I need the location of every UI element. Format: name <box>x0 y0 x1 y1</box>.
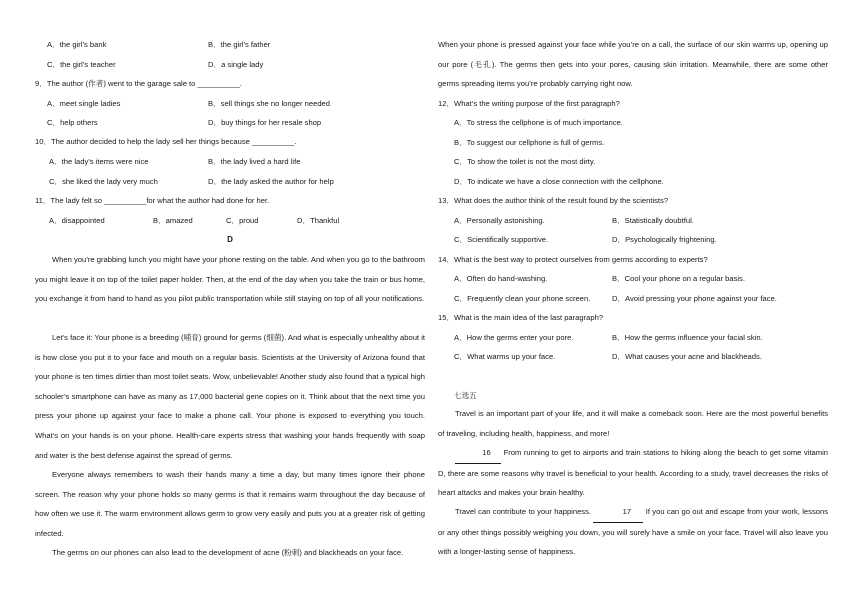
q13-option-b: B．Statistically doubtful. <box>612 216 694 225</box>
q8-option-a: A．the girl’s bank <box>47 40 107 49</box>
q14-option-d: D．Avoid pressing your phone against your face. <box>612 294 777 303</box>
q15-option-a: A．How the germs enter your pore. <box>454 333 574 342</box>
q12-stem: 12．What’s the writing purpose of the first paragraph? <box>438 99 620 108</box>
q11-stem: 11．The lady felt so __________for what the author had done for her. <box>35 196 270 205</box>
passage-d-paragraph-4: The germs on our phones can also lead to the development of acne (粉刺) and blackheads on your face. <box>52 548 404 557</box>
q9-option-a: A．meet single ladies <box>47 99 121 108</box>
q10-option-c: C．she liked the lady very much <box>49 177 158 186</box>
q10-option-d: D．the lady asked the author for help <box>208 177 334 186</box>
paragraph-3-start: Travel can contribute to your happiness. <box>455 507 594 516</box>
section-title-seven-choose-five: 七选五 <box>454 391 477 400</box>
q9-option-d: D．buy things for her resale shop <box>208 118 322 127</box>
paragraph-3-text: If you can go out and escape from your work, lessons or any other things possibly weighing you down, you will surely have a smile on your face. Travel will also leave you with a longer-lasting sense of happiness. <box>438 507 828 557</box>
q9-option-c: C．help others <box>47 118 98 127</box>
q11-option-c: C．proud <box>226 216 259 225</box>
q10-option-a: A．the lady’s items were nice <box>49 157 149 166</box>
q13-option-c: C．Scientifically supportive. <box>454 235 549 244</box>
seven-choose-five-paragraph-3 <box>438 502 828 562</box>
passage-d-paragraph-2: Let’s face it: Your phone is a breeding (哺育) ground for germs (细菌). And what is especially unhealthy about it is how close you put it to your face and mouth on a regular basis. Scientists at the University of Arizona found that your phone is ten times dirtier than most toilet seats. Wow, unbelievable! Another study also found that a typical high schooler’s smartphone can have as many as 17,000 bacterial gene copies on it. Think about that the next time you press your phone up against your face to make a phone call. Your phone is exposed to everything you touch. What’s on your hands is on your phone. Health-care experts stress that washing your hands frequently with soap and water is the best defense against the spread of germs. <box>35 333 425 460</box>
q11-option-b: B．amazed <box>153 216 193 225</box>
q8-option-d: D．a single lady <box>208 60 264 69</box>
q14-stem: 14．What is the best way to protect ourselves from germs according to experts? <box>438 255 708 264</box>
passage-d-paragraph-1: When you’re grabbing lunch you might have your phone resting on the table. And when you go to the bathroom you might leave it on top of the toilet paper holder. Then, at the end of the day when you take the train or bus home, you exchange it from hand to hand as you pilot public transportation while still staying on top of all your notifications. <box>35 255 425 304</box>
q12-option-c: C．To show the toilet is not the most dirty. <box>454 157 596 166</box>
q13-option-d: D．Psychologically frightening. <box>612 235 717 244</box>
q12-option-b: B．To suggest our cellphone is full of germs. <box>454 138 605 147</box>
q10-option-b: B．the lady lived a hard life <box>208 157 301 166</box>
q14-option-a: A．Often do hand-washing. <box>454 274 548 283</box>
q11-option-a: A．disappointed <box>49 216 105 225</box>
q15-stem: 15．What is the main idea of the last paragraph? <box>438 313 604 322</box>
q15-option-b: B．How the germs influence your facial skin. <box>612 333 763 342</box>
passage-d-paragraph-3: Everyone always remembers to wash their hands many a time a day, but many times ignore their phone screen. The reason why your phone holds so many germs is that it remains warm throughout the day because of how often we use it. The warm environment allows germ to grow very easily and puts you at a greater risk of getting infected. <box>35 470 425 538</box>
q11-option-d: D．Thankful <box>297 216 340 225</box>
q14-option-c: C．Frequently clean your phone screen. <box>454 294 591 303</box>
q14-option-b: B．Cool your phone on a regular basis. <box>612 274 745 283</box>
passage-d-paragraph-4-continued: When your phone is pressed against your face while you’re on a call, the surface of our skin warms up, opening up our pore (毛孔). The germs then gets into your pores, causing skin irritation. Meanwhile, there are some other germs spreading items you’re probably carrying right now. <box>438 40 828 89</box>
q8-option-c: C．the girl’s teacher <box>47 60 116 69</box>
blank-16[interactable]: 16 <box>455 443 501 464</box>
q9-stem: 9．The author (作者) went to the garage sale to __________. <box>35 79 242 88</box>
q12-option-a: A．To stress the cellphone is of much importance. <box>454 118 623 127</box>
q9-option-b: B．sell things she no longer needed <box>208 99 331 108</box>
seven-choose-five-paragraph-2 <box>438 443 828 503</box>
q8-option-b: B．the girl’s father <box>208 40 271 49</box>
seven-choose-five-paragraph-1: Travel is an important part of your life, and it will make a comeback soon. Here are the most powerful benefits of traveling, including health, happiness, and more! <box>438 409 828 438</box>
q15-option-d: D．What causes your acne and blackheads. <box>612 352 762 361</box>
q12-option-d: D．To indicate we have a close connection with the cellphone. <box>454 177 664 186</box>
blank-17[interactable]: 17 <box>593 502 643 523</box>
q13-stem: 13．What does the author think of the result found by the scientists? <box>438 196 669 205</box>
q10-stem: 10．The author decided to help the lady sell her things because __________. <box>35 137 297 146</box>
section-d-heading: D <box>227 235 233 244</box>
q15-option-c: C．What warms up your face. <box>454 352 556 361</box>
q13-option-a: A．Personally astonishing. <box>454 216 545 225</box>
paragraph-2-text: From running to get to airports and train stations to hiking along the beach to get some vitamin D, there are some reasons why travel is beneficial to your health. According to a study, travel decreases the risks of heart attacks and makes your brain healthy. <box>438 448 828 498</box>
